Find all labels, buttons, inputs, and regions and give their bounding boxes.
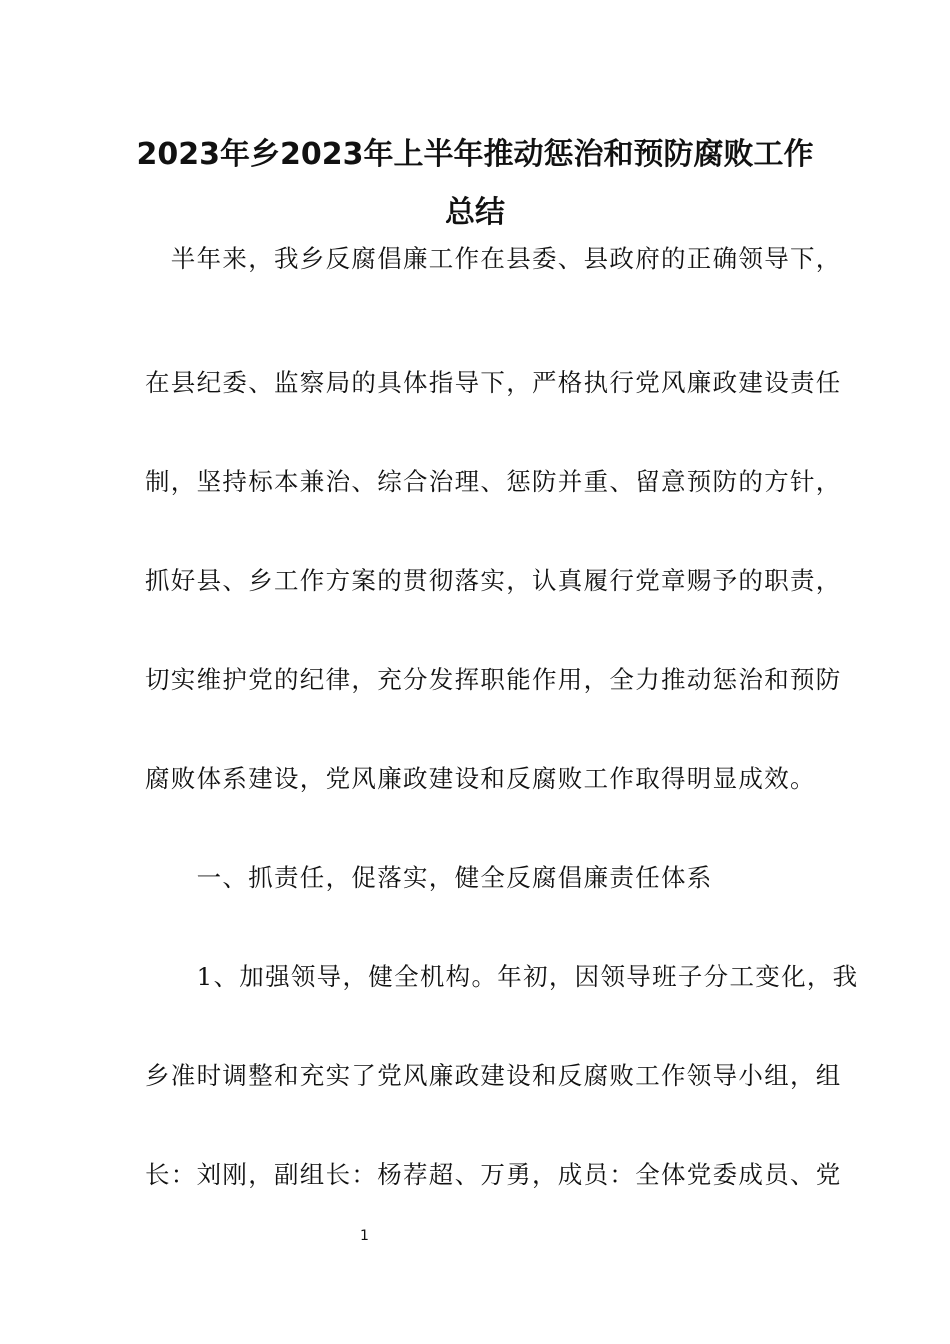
- paragraph-line: 半年来，我乡反腐倡廉工作在县委、县政府的正确领导下，: [145, 244, 842, 273]
- paragraph-line: 抓好县、乡工作方案的贯彻落实，认真履行党章赐予的职责，: [145, 566, 842, 595]
- page-title: 2023年乡2023年上半年推动惩治和预防腐败工作总结: [136, 137, 814, 230]
- section-heading: 一、抓责任，促落实，健全反腐倡廉责任体系: [145, 863, 713, 892]
- paragraph-line: 切实维护党的纪律，充分发挥职能作用，全力推动惩治和预防: [145, 665, 842, 694]
- paragraph-line: 腐败体系建设，党风廉政建设和反腐败工作取得明显成效。: [145, 764, 816, 793]
- paragraph-line: 在县纪委、监察局的具体指导下，严格执行党风廉政建设责任: [145, 368, 842, 397]
- paragraph-line: 乡准时调整和充实了党风廉政建设和反腐败工作领导小组，组: [145, 1061, 842, 1090]
- page-number: 1: [360, 1228, 369, 1244]
- paragraph-line: 长：刘刚，副组长：杨荐超、万勇，成员：全体党委成员、党: [145, 1160, 842, 1189]
- paragraph-line: 1、加强领导，健全机构。年初，因领导班子分工变化，我: [145, 962, 859, 991]
- paragraph-line: 制，坚持标本兼治、综合治理、惩防并重、留意预防的方针，: [145, 467, 842, 496]
